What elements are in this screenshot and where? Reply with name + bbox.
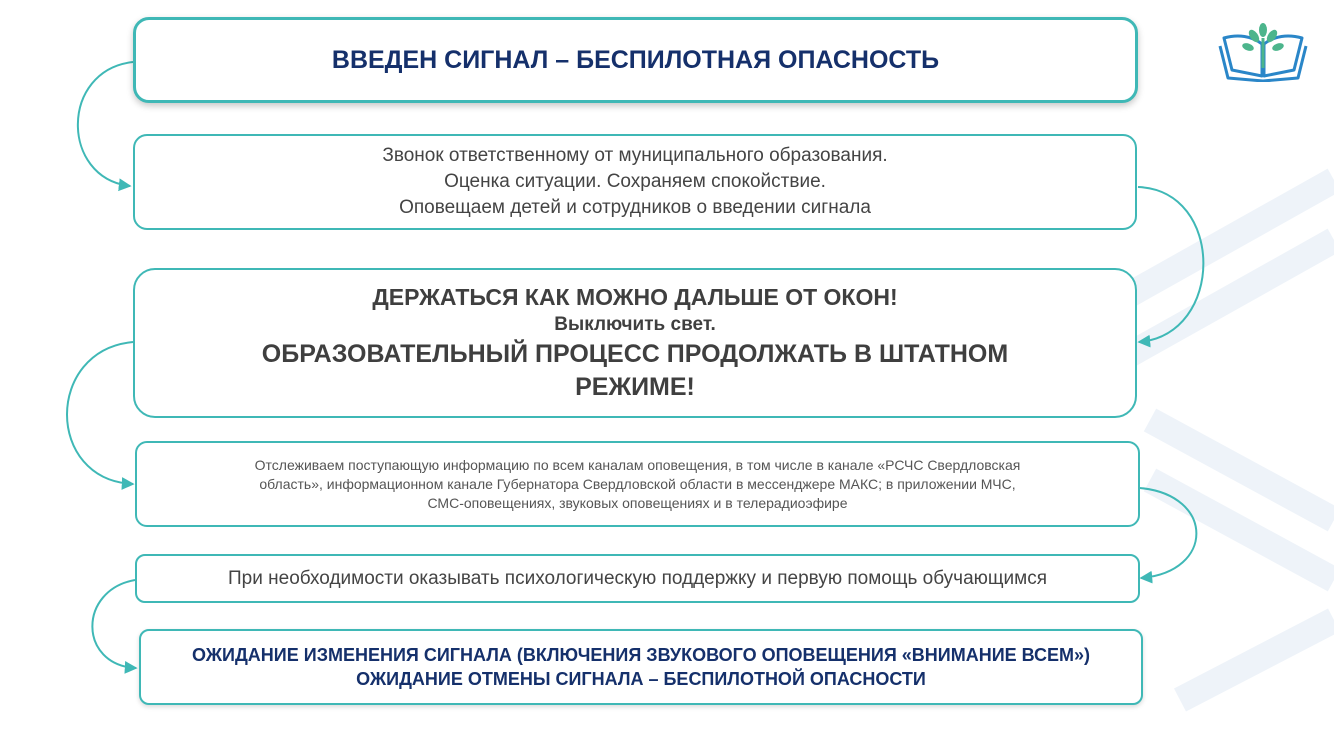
step-2-line: Оценка ситуации. Сохраняем спокойствие.	[444, 171, 826, 192]
step-4-monitoring-box	[135, 441, 1140, 527]
step-3-line: РЕЖИМЕ!	[575, 372, 695, 401]
step-5-support-box	[135, 554, 1140, 603]
step-4-line: СМС-оповещениях, звуковых оповещениях и в телерадиоэфире	[427, 494, 848, 511]
step-3-line: ДЕРЖАТЬСЯ КАК МОЖНО ДАЛЬШЕ ОТ ОКОН!	[372, 283, 898, 310]
step-4-line: область», информационном канале Губернатора Свердловской области в мессенджере МАКС; в приложении МЧС,	[259, 475, 1016, 492]
step-2-line: Оповещаем детей и сотрудников о введении сигнала	[399, 197, 871, 218]
step-4-line: Отслеживаем поступающую информацию по всем каналам оповещения, в том числе в канале «РСЧС Свердловская	[254, 456, 1021, 473]
step-5-line: При необходимости оказывать психологическую поддержку и первую помощь обучающимся	[228, 567, 1047, 589]
step-6-line: ОЖИДАНИЕ ИЗМЕНЕНИЯ СИГНАЛА (ВКЛЮЧЕНИЯ ЗВУКОВОГО ОПОВЕЩЕНИЯ «ВНИМАНИЕ ВСЕМ»)	[192, 645, 1090, 665]
step-1-signal-box	[133, 17, 1138, 103]
step-1-title: ВВЕДЕН СИГНАЛ – БЕСПИЛОТНАЯ ОПАСНОСТЬ	[331, 45, 940, 74]
step-3-safety-box	[133, 268, 1137, 418]
step-6-waiting-box	[139, 629, 1143, 705]
step-2-line: Звонок ответственному от муниципального образования.	[382, 145, 888, 166]
step-3-line: Выключить свет.	[554, 313, 716, 335]
step-3-line: ОБРАЗОВАТЕЛЬНЫЙ ПРОЦЕСС ПРОДОЛЖАТЬ В ШТАТНОМ	[261, 339, 1009, 368]
step-2-notification-box	[133, 134, 1137, 230]
step-6-line: ОЖИДАНИЕ ОТМЕНЫ СИГНАЛА – БЕСПИЛОТНОЙ ОПАСНОСТИ	[356, 669, 926, 689]
book-tree-logo-icon	[1218, 20, 1308, 82]
